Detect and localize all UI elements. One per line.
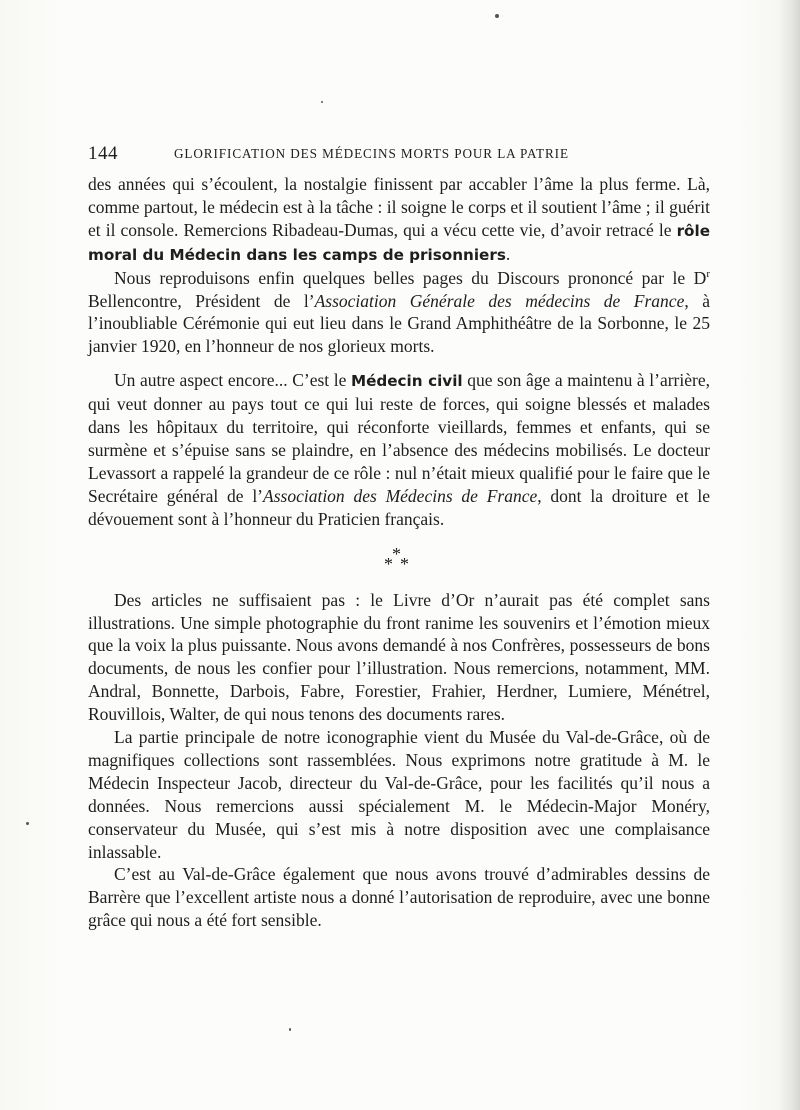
paragraph-2	[88, 267, 710, 359]
paragraph-1	[88, 173, 710, 267]
paragraph-3-text-e: , dont la droiture et le dévouement sont à l’honneur du Praticien français.	[88, 485, 710, 529]
paragraph-2-text: Nous reproduisons enfin quelques belles pages du Discours prononcé par le D	[114, 267, 707, 288]
paragraph-5: La partie principale de notre iconographie vient du Musée du Val-de-Grâce, où de magnifiques collections sont rassemblées. Nous exprimons notre gratitude à M. le Médecin Inspecteur Jacob, directeur du Val-de-Grâce, pour les facilités qu’il nous a données. Nous remercions aussi spécialement M. le Médecin-Major Monéry, conservateur du Musée, qui s’est mis à notre disposition avec une complaisance inlassable.	[88, 727, 710, 862]
paragraph-2-superscript: r	[706, 267, 710, 280]
paragraph-3-italic: Association des Médecins de France	[263, 485, 538, 506]
body-text	[88, 173, 710, 932]
running-header	[88, 143, 710, 169]
paragraph-2-italic: Association Générale des médecins de France	[314, 290, 685, 311]
paragraph-2-text-b: Bellencontre, Président de l’	[88, 290, 315, 311]
asterism-star-right: *	[400, 553, 409, 574]
paper-speck	[321, 101, 323, 103]
section-separator	[88, 543, 710, 589]
paragraph-6: C’est au Val-de-Grâce également que nous avons trouvé d’admirables dessins de Barrère que l’excellent artiste nous a donné l’autorisation de reproduire, avec une bonne grâce qui nous a été fort sensible.	[88, 864, 710, 931]
paragraph-gap	[88, 358, 710, 369]
binding-shadow	[778, 0, 800, 1110]
paragraph-3-text: Un autre aspect encore... C’est le	[114, 370, 351, 391]
paragraph-1-bold: rôle moral du Médecin dans les camps de prisonniers	[88, 221, 710, 264]
paragraph-1-end: .	[505, 243, 511, 264]
paragraph-3-text-c: que son âge a maintenu à l’arrière, qui veut donner au pays tout ce qui lui reste de forces, qui soigne blessés et malades dans les hôpitaux du territoire, qui réconforte vieillards, femmes et enfants, qui se surmène et s’épuise sans se plaindre, en l’absence des médecins mobilisés. Le docteur Levassort a rappelé la grandeur de ce rôle : nul n’était mieux qualifié pour le faire que le Secrétaire général de l’	[88, 370, 710, 506]
paragraph-4: Des articles ne suffisaient pas : le Livre d’Or n’aurait pas été complet sans illustrations. Une simple photographie du front ranime les souvenirs et l’émotion mieux que la voix la plus puissante. Nous avons demandé à nos Confrères, possesseurs de bons documents, de nous les confier pour l’illustration. Nous remercions, notamment, MM. Andral, Bonnette, Darbois, Fabre, Forestier, Frahier, Herdner, Lumiere, Ménétrel, Rouvillois, Walter, de qui nous tenons des documents rares.	[88, 589, 710, 725]
paper-speck	[289, 1028, 291, 1031]
paragraph-3	[88, 369, 710, 530]
running-title: GLORIFICATION DES MÉDECINS MORTS POUR LA PATRIE	[174, 146, 569, 161]
paper-speck	[26, 822, 29, 825]
asterism-star-left: *	[384, 553, 393, 574]
asterism-star-top: *	[392, 543, 401, 564]
paragraph-1-text: des années qui s’écoulent, la nostalgie finissent par accabler l’âme la plus ferme. Là, comme partout, le médecin est à la tâche : il soigne le corps et il soutient l’âme ; il guérit et il console. Remercions Ribadeau-Dumas, qui a vécu cette vie, d’avoir retracé le	[88, 174, 710, 240]
page-number: 144	[88, 143, 118, 164]
paper-speck	[495, 14, 499, 18]
paragraph-2-text-d: , à l’inoubliable Cérémonie qui eut lieu dans le Grand Amphithéâtre de la Sorbonne, le 25 janvier 1920, en l’honneur de nos glorieux morts.	[88, 290, 710, 357]
paragraph-3-bold: Médecin civil	[350, 372, 463, 391]
